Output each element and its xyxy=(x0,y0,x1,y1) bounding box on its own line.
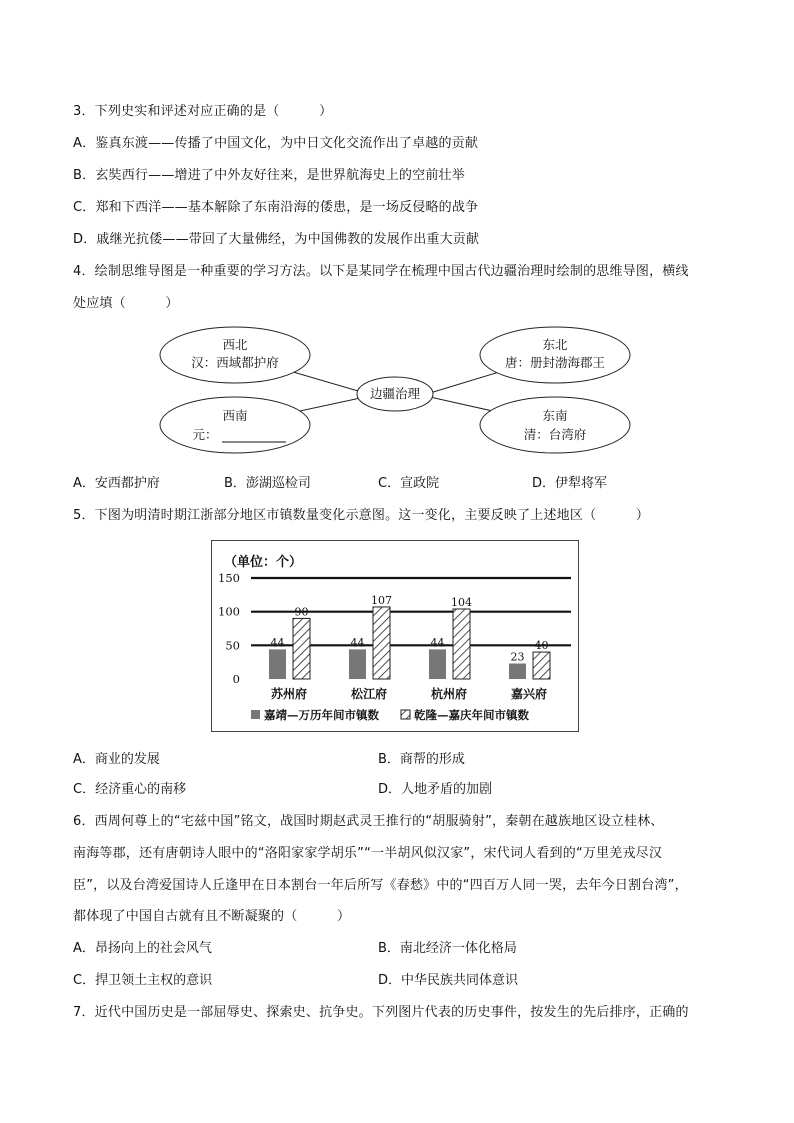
ne-text: 唐：册封渤海郡王 xyxy=(504,355,606,370)
q4-stem-line1: 4．绘制思维导图是一种重要的学习方法。以下是某同学在梳理中国古代边疆治理时绘制的思维导图，横线 xyxy=(73,264,689,279)
mind-map-node-southwest xyxy=(160,397,310,453)
q7-stem: 7．近代中国历史是一部屈辱史、探索史、抗争史。下列图片代表的历史事件，按发生的先后排序，正确的 xyxy=(73,1005,689,1020)
sw-title: 西南 xyxy=(222,408,248,423)
q5-option-c: C．经济重心的南移 xyxy=(73,782,187,797)
category-label: 松江府 xyxy=(350,687,388,701)
bar xyxy=(453,609,470,679)
bar xyxy=(293,618,310,679)
q3-option-d: D．戚继光抗倭——带回了大量佛经，为中国佛教的发展作出重大贡献 xyxy=(73,232,480,247)
bar-value-label: 104 xyxy=(451,595,472,609)
bar xyxy=(533,652,550,679)
q4-option-d: D．伊犁将军 xyxy=(532,476,608,491)
q4-option-a: A．安西都护府 xyxy=(73,476,160,491)
bar xyxy=(373,607,390,679)
q6-option-a: A．昂扬向上的社会风气 xyxy=(73,941,212,956)
sw-text: 元： xyxy=(192,427,218,442)
bar-value-label: 23 xyxy=(510,650,525,664)
se-text: 清：台湾府 xyxy=(523,427,587,442)
legend-label: 乾隆—嘉庆年间市镇数 xyxy=(414,708,529,722)
category-label: 嘉兴府 xyxy=(510,687,548,701)
mind-map-node-southeast xyxy=(480,397,630,453)
q5-stem: 5．下图为明清时期江浙部分地区市镇数量变化示意图。这一变化，主要反映了上述地区（ ） xyxy=(73,508,650,523)
q6-option-b: B．南北经济一体化格局 xyxy=(378,941,517,956)
q6-line-3: 臣”，以及台湾爱国诗人丘逢甲在日本割台一年后所写《春愁》中的“四百万人同一哭，去年今日割台湾”， xyxy=(73,878,688,893)
q6-option-d: D．中华民族共同体意识 xyxy=(378,973,519,988)
q3-option-c: C．郑和下西洋——基本解除了东南沿海的倭患，是一场反侵略的战争 xyxy=(73,200,479,215)
q4-stem-line2: 处应填（ ） xyxy=(73,296,179,311)
y-tick-label: 100 xyxy=(218,604,240,619)
market-town-bar-chart xyxy=(211,540,579,732)
q5-option-d: D．人地矛盾的加剧 xyxy=(378,782,493,797)
q4-option-c: C．宣政院 xyxy=(378,476,440,491)
legend-swatch xyxy=(401,710,410,719)
q3-option-a: A．鉴真东渡——传播了中国文化，为中日文化交流作出了卓越的贡献 xyxy=(73,136,479,151)
bar xyxy=(509,664,526,679)
se-title: 东南 xyxy=(542,408,568,423)
q4-option-b: B．澎湖巡检司 xyxy=(224,476,311,491)
y-tick-label: 0 xyxy=(232,672,240,686)
bar xyxy=(269,649,286,679)
ne-title: 东北 xyxy=(542,337,568,352)
bar-value-label: 90 xyxy=(294,605,309,619)
q5-option-a: A．商业的发展 xyxy=(73,752,160,767)
legend-label: 嘉靖—万历年间市镇数 xyxy=(264,708,379,722)
bar-value-label: 107 xyxy=(371,593,392,607)
chart-title: （单位：个） xyxy=(224,555,303,570)
q5-option-b: B．商帮的形成 xyxy=(378,752,465,767)
mind-map-diagram xyxy=(150,325,640,460)
q6-line-1: 6．西周何尊上的“宅兹中国”铭文，战国时期赵武灵王推行的“胡服骑射”，秦朝在越族地区设立桂林、 xyxy=(73,814,664,829)
center-text: 边疆治理 xyxy=(369,386,421,401)
bar-value-label: 40 xyxy=(534,639,549,653)
bar xyxy=(349,649,366,679)
legend-swatch xyxy=(251,710,260,719)
bar-value-label: 44 xyxy=(350,636,365,650)
q6-option-c: C．捍卫领土主权的意识 xyxy=(73,973,213,988)
y-tick-label: 150 xyxy=(218,571,240,585)
category-label: 杭州府 xyxy=(430,687,468,701)
nw-title: 西北 xyxy=(222,337,248,352)
q3-stem: 3．下列史实和评述对应正确的是（ ） xyxy=(73,104,333,119)
bar-value-label: 44 xyxy=(430,636,445,650)
q6-line-4: 都体现了中国自古就有且不断凝聚的（ ） xyxy=(73,909,351,924)
category-label: 苏州府 xyxy=(270,687,308,701)
q3-option-b: B．玄奘西行——增进了中外友好往来，是世界航海史上的空前壮举 xyxy=(73,168,465,183)
y-tick-label: 50 xyxy=(225,638,240,653)
bar-value-label: 44 xyxy=(270,636,285,650)
bar xyxy=(429,649,446,679)
q6-line-2: 南海等郡，还有唐朝诗人眼中的“洛阳家家学胡乐”“一半胡风似汉家”，宋代词人看到的“万里羌戎尽汉 xyxy=(73,846,663,861)
nw-text: 汉：西域都护府 xyxy=(191,355,279,370)
